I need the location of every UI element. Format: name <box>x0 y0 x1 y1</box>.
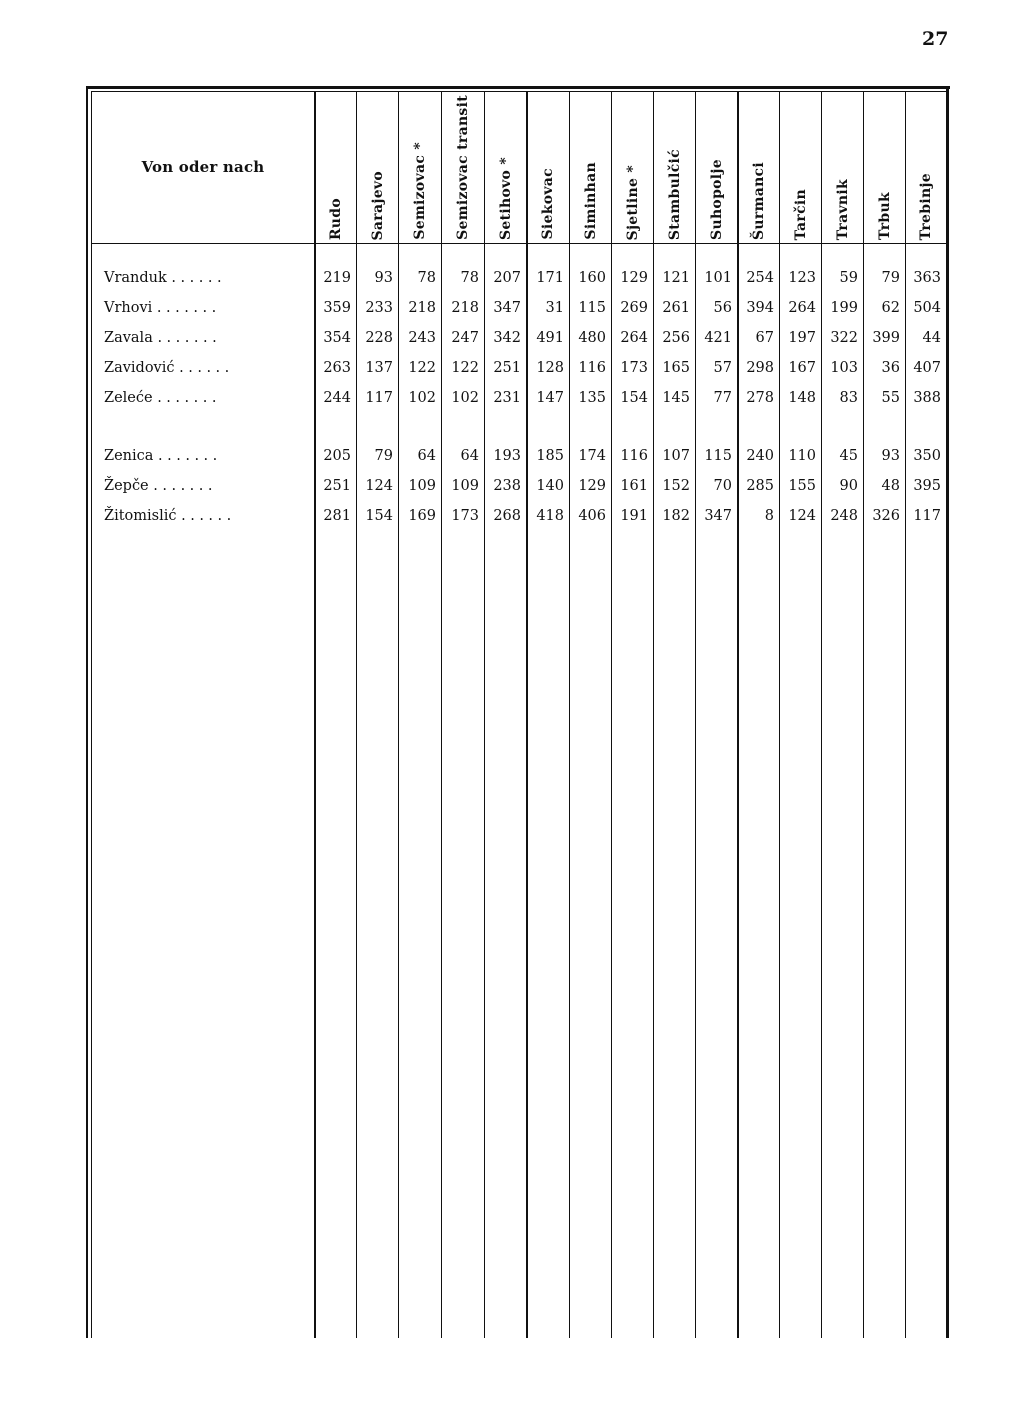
table-cell: 123 <box>788 270 816 286</box>
table-cell: 285 <box>746 478 774 494</box>
table-cell: 31 <box>545 300 564 316</box>
table-cell: 83 <box>839 390 858 406</box>
table-cell: 137 <box>365 360 393 376</box>
page-number: 27 <box>922 28 949 50</box>
table-cell: 191 <box>620 508 648 524</box>
table-cell: 240 <box>746 448 774 464</box>
table-cell: 109 <box>451 478 479 494</box>
table-row <box>92 270 946 292</box>
table-cell: 169 <box>408 508 436 524</box>
table-cell: 78 <box>417 270 436 286</box>
table-cell: 193 <box>493 448 521 464</box>
table-cell: 326 <box>872 508 900 524</box>
table-cell: 480 <box>578 330 606 346</box>
table-cell: 103 <box>830 360 858 376</box>
table-cell: 269 <box>620 300 648 316</box>
place-name: Zenica <box>104 448 154 464</box>
table-cell: 64 <box>417 448 436 464</box>
table-cell: 67 <box>755 330 774 346</box>
table-cell: 148 <box>788 390 816 406</box>
table-cell: 394 <box>746 300 774 316</box>
table-cell: 102 <box>451 390 479 406</box>
table-cell: 45 <box>839 448 858 464</box>
table-cell: 129 <box>578 478 606 494</box>
table-cell: 268 <box>493 508 521 524</box>
table-cell: 135 <box>578 390 606 406</box>
place-name: Zavala <box>104 330 153 346</box>
table-cell: 504 <box>913 300 941 316</box>
column-header <box>864 92 905 240</box>
table-cell: 107 <box>662 448 690 464</box>
table-cell: 115 <box>578 300 606 316</box>
place-name: Žepče <box>104 478 149 494</box>
leader-dots: ...... <box>171 270 227 286</box>
column-header <box>822 92 863 240</box>
table-cell: 110 <box>788 448 816 464</box>
table-row <box>92 478 946 500</box>
table-cell: 59 <box>839 270 858 286</box>
table-cell: 244 <box>323 390 351 406</box>
place-name: Vranduk <box>104 270 167 286</box>
table-cell: 421 <box>704 330 732 346</box>
table-cell: 278 <box>746 390 774 406</box>
table-cell: 165 <box>662 360 690 376</box>
table-cell: 399 <box>872 330 900 346</box>
table-cell: 62 <box>881 300 900 316</box>
leader-dots: ....... <box>158 448 222 464</box>
table-cell: 79 <box>881 270 900 286</box>
table-cell: 154 <box>620 390 648 406</box>
table-cell: 161 <box>620 478 648 494</box>
table-cell: 363 <box>913 270 941 286</box>
table-cell: 243 <box>408 330 436 346</box>
table-cell: 116 <box>578 360 606 376</box>
table-cell: 174 <box>578 448 606 464</box>
column-header <box>527 92 569 240</box>
table-cell: 264 <box>620 330 648 346</box>
table-cell: 264 <box>788 300 816 316</box>
row-label <box>104 390 314 406</box>
table-cell: 101 <box>704 270 732 286</box>
place-name: Zeleće <box>104 390 153 406</box>
table-cell: 167 <box>788 360 816 376</box>
column-header <box>780 92 821 240</box>
table-cell: 173 <box>620 360 648 376</box>
column-header-label: Siminhan <box>582 162 599 240</box>
table-cell: 197 <box>788 330 816 346</box>
table-cell: 79 <box>374 448 393 464</box>
column-header <box>906 92 946 240</box>
table-cell: 359 <box>323 300 351 316</box>
row-label <box>104 478 314 494</box>
column-header-label: Stambulčić <box>666 148 683 240</box>
table-cell: 55 <box>881 390 900 406</box>
column-header-label: Siekovac <box>540 168 556 240</box>
table-cell: 219 <box>323 270 351 286</box>
column-header <box>399 92 441 240</box>
column-header <box>570 92 611 240</box>
table-cell: 281 <box>323 508 351 524</box>
table-cell: 48 <box>881 478 900 494</box>
table-cell: 140 <box>536 478 564 494</box>
table-cell: 218 <box>408 300 436 316</box>
row-label <box>104 448 314 464</box>
place-name: Vrhovi <box>104 300 153 316</box>
column-header-label: Sarajevo <box>369 170 386 240</box>
table-cell: 173 <box>451 508 479 524</box>
frame-right-border <box>946 86 949 1338</box>
leader-dots: ...... <box>179 360 234 376</box>
column-header-label: Rudo <box>327 197 344 240</box>
frame-left-border <box>86 86 88 1338</box>
table-cell: 117 <box>913 508 941 524</box>
column-header-label: Trebinje <box>918 172 934 240</box>
column-header-label: Semizovac transit <box>455 95 471 240</box>
column-header-label: Šurmanci <box>750 162 767 240</box>
column-header-label: Trbuk <box>876 192 893 240</box>
row-label <box>104 508 314 524</box>
table-cell: 64 <box>460 448 479 464</box>
table-cell: 78 <box>460 270 479 286</box>
column-header-label: Travnik <box>834 178 851 240</box>
table-row <box>92 330 946 352</box>
row-label <box>104 360 314 376</box>
column-header-label: Setihovo * <box>497 157 514 240</box>
corner-label: Von oder nach <box>141 158 265 176</box>
table-cell: 116 <box>620 448 648 464</box>
table-cell: 406 <box>578 508 606 524</box>
table-cell: 205 <box>323 448 351 464</box>
table-cell: 77 <box>713 390 732 406</box>
table-cell: 121 <box>662 270 690 286</box>
table-cell: 342 <box>493 330 521 346</box>
header-rule <box>91 243 946 244</box>
table-cell: 238 <box>493 478 521 494</box>
table-cell: 247 <box>451 330 479 346</box>
column-header-label: Semizovac * <box>412 142 428 240</box>
column-header-label: Sjetline * <box>624 164 641 240</box>
table-cell: 418 <box>536 508 564 524</box>
column-header <box>696 92 737 240</box>
column-header <box>612 92 653 240</box>
table-cell: 129 <box>620 270 648 286</box>
table-cell: 117 <box>365 390 393 406</box>
table-cell: 124 <box>788 508 816 524</box>
table-cell: 122 <box>408 360 436 376</box>
table-cell: 199 <box>830 300 858 316</box>
column-header <box>654 92 695 240</box>
table-cell: 154 <box>365 508 393 524</box>
table-cell: 93 <box>374 270 393 286</box>
table-cell: 44 <box>922 330 941 346</box>
column-header-label: Tarčin <box>792 188 809 240</box>
table-cell: 407 <box>913 360 941 376</box>
table-cell: 8 <box>764 508 774 524</box>
leader-dots: ....... <box>157 330 222 346</box>
table-cell: 124 <box>365 478 393 494</box>
table-cell: 90 <box>839 478 858 494</box>
table-cell: 254 <box>746 270 774 286</box>
table-cell: 218 <box>451 300 479 316</box>
leader-dots: ....... <box>157 390 221 406</box>
table-cell: 122 <box>451 360 479 376</box>
table-cell: 251 <box>493 360 521 376</box>
table-cell: 256 <box>662 330 690 346</box>
table-cell: 261 <box>662 300 690 316</box>
column-header <box>315 92 356 240</box>
table-cell: 395 <box>913 478 941 494</box>
table-cell: 147 <box>536 390 564 406</box>
table-cell: 93 <box>881 448 900 464</box>
table-cell: 231 <box>493 390 521 406</box>
leader-dots: ....... <box>153 478 218 494</box>
table-cell: 128 <box>536 360 564 376</box>
row-label <box>104 330 314 346</box>
table-cell: 160 <box>578 270 606 286</box>
table-cell: 233 <box>365 300 393 316</box>
place-name: Zavidović <box>104 360 175 376</box>
leader-dots: ....... <box>156 300 221 316</box>
table-cell: 263 <box>323 360 351 376</box>
row-label <box>104 300 314 316</box>
place-name: Žitomislić <box>104 508 177 524</box>
table-cell: 354 <box>323 330 351 346</box>
table-cell: 322 <box>830 330 858 346</box>
column-header <box>738 92 779 240</box>
table-cell: 57 <box>713 360 732 376</box>
table-cell: 228 <box>365 330 393 346</box>
table-cell: 155 <box>788 478 816 494</box>
table-cell: 182 <box>662 508 690 524</box>
table-row <box>92 390 946 412</box>
table-cell: 102 <box>408 390 436 406</box>
table-cell: 185 <box>536 448 564 464</box>
table-row <box>92 360 946 382</box>
table-cell: 115 <box>704 448 732 464</box>
table-cell: 491 <box>536 330 564 346</box>
table-row <box>92 508 946 530</box>
table-cell: 298 <box>746 360 774 376</box>
table-cell: 56 <box>713 300 732 316</box>
table-cell: 347 <box>493 300 521 316</box>
table-cell: 36 <box>881 360 900 376</box>
column-header-label: Suhopolje <box>708 159 725 240</box>
row-label <box>104 270 314 286</box>
table-cell: 350 <box>913 448 941 464</box>
table-cell: 70 <box>713 478 732 494</box>
table-cell: 207 <box>493 270 521 286</box>
table-cell: 251 <box>323 478 351 494</box>
table-cell: 145 <box>662 390 690 406</box>
table-cell: 152 <box>662 478 690 494</box>
table-cell: 171 <box>536 270 564 286</box>
table-row <box>92 448 946 470</box>
table-cell: 347 <box>704 508 732 524</box>
column-header <box>485 92 526 240</box>
table-cell: 388 <box>913 390 941 406</box>
leader-dots: ...... <box>181 508 236 524</box>
table-cell: 248 <box>830 508 858 524</box>
column-header <box>357 92 398 240</box>
column-header <box>442 92 484 240</box>
table-row <box>92 300 946 322</box>
table-cell: 109 <box>408 478 436 494</box>
